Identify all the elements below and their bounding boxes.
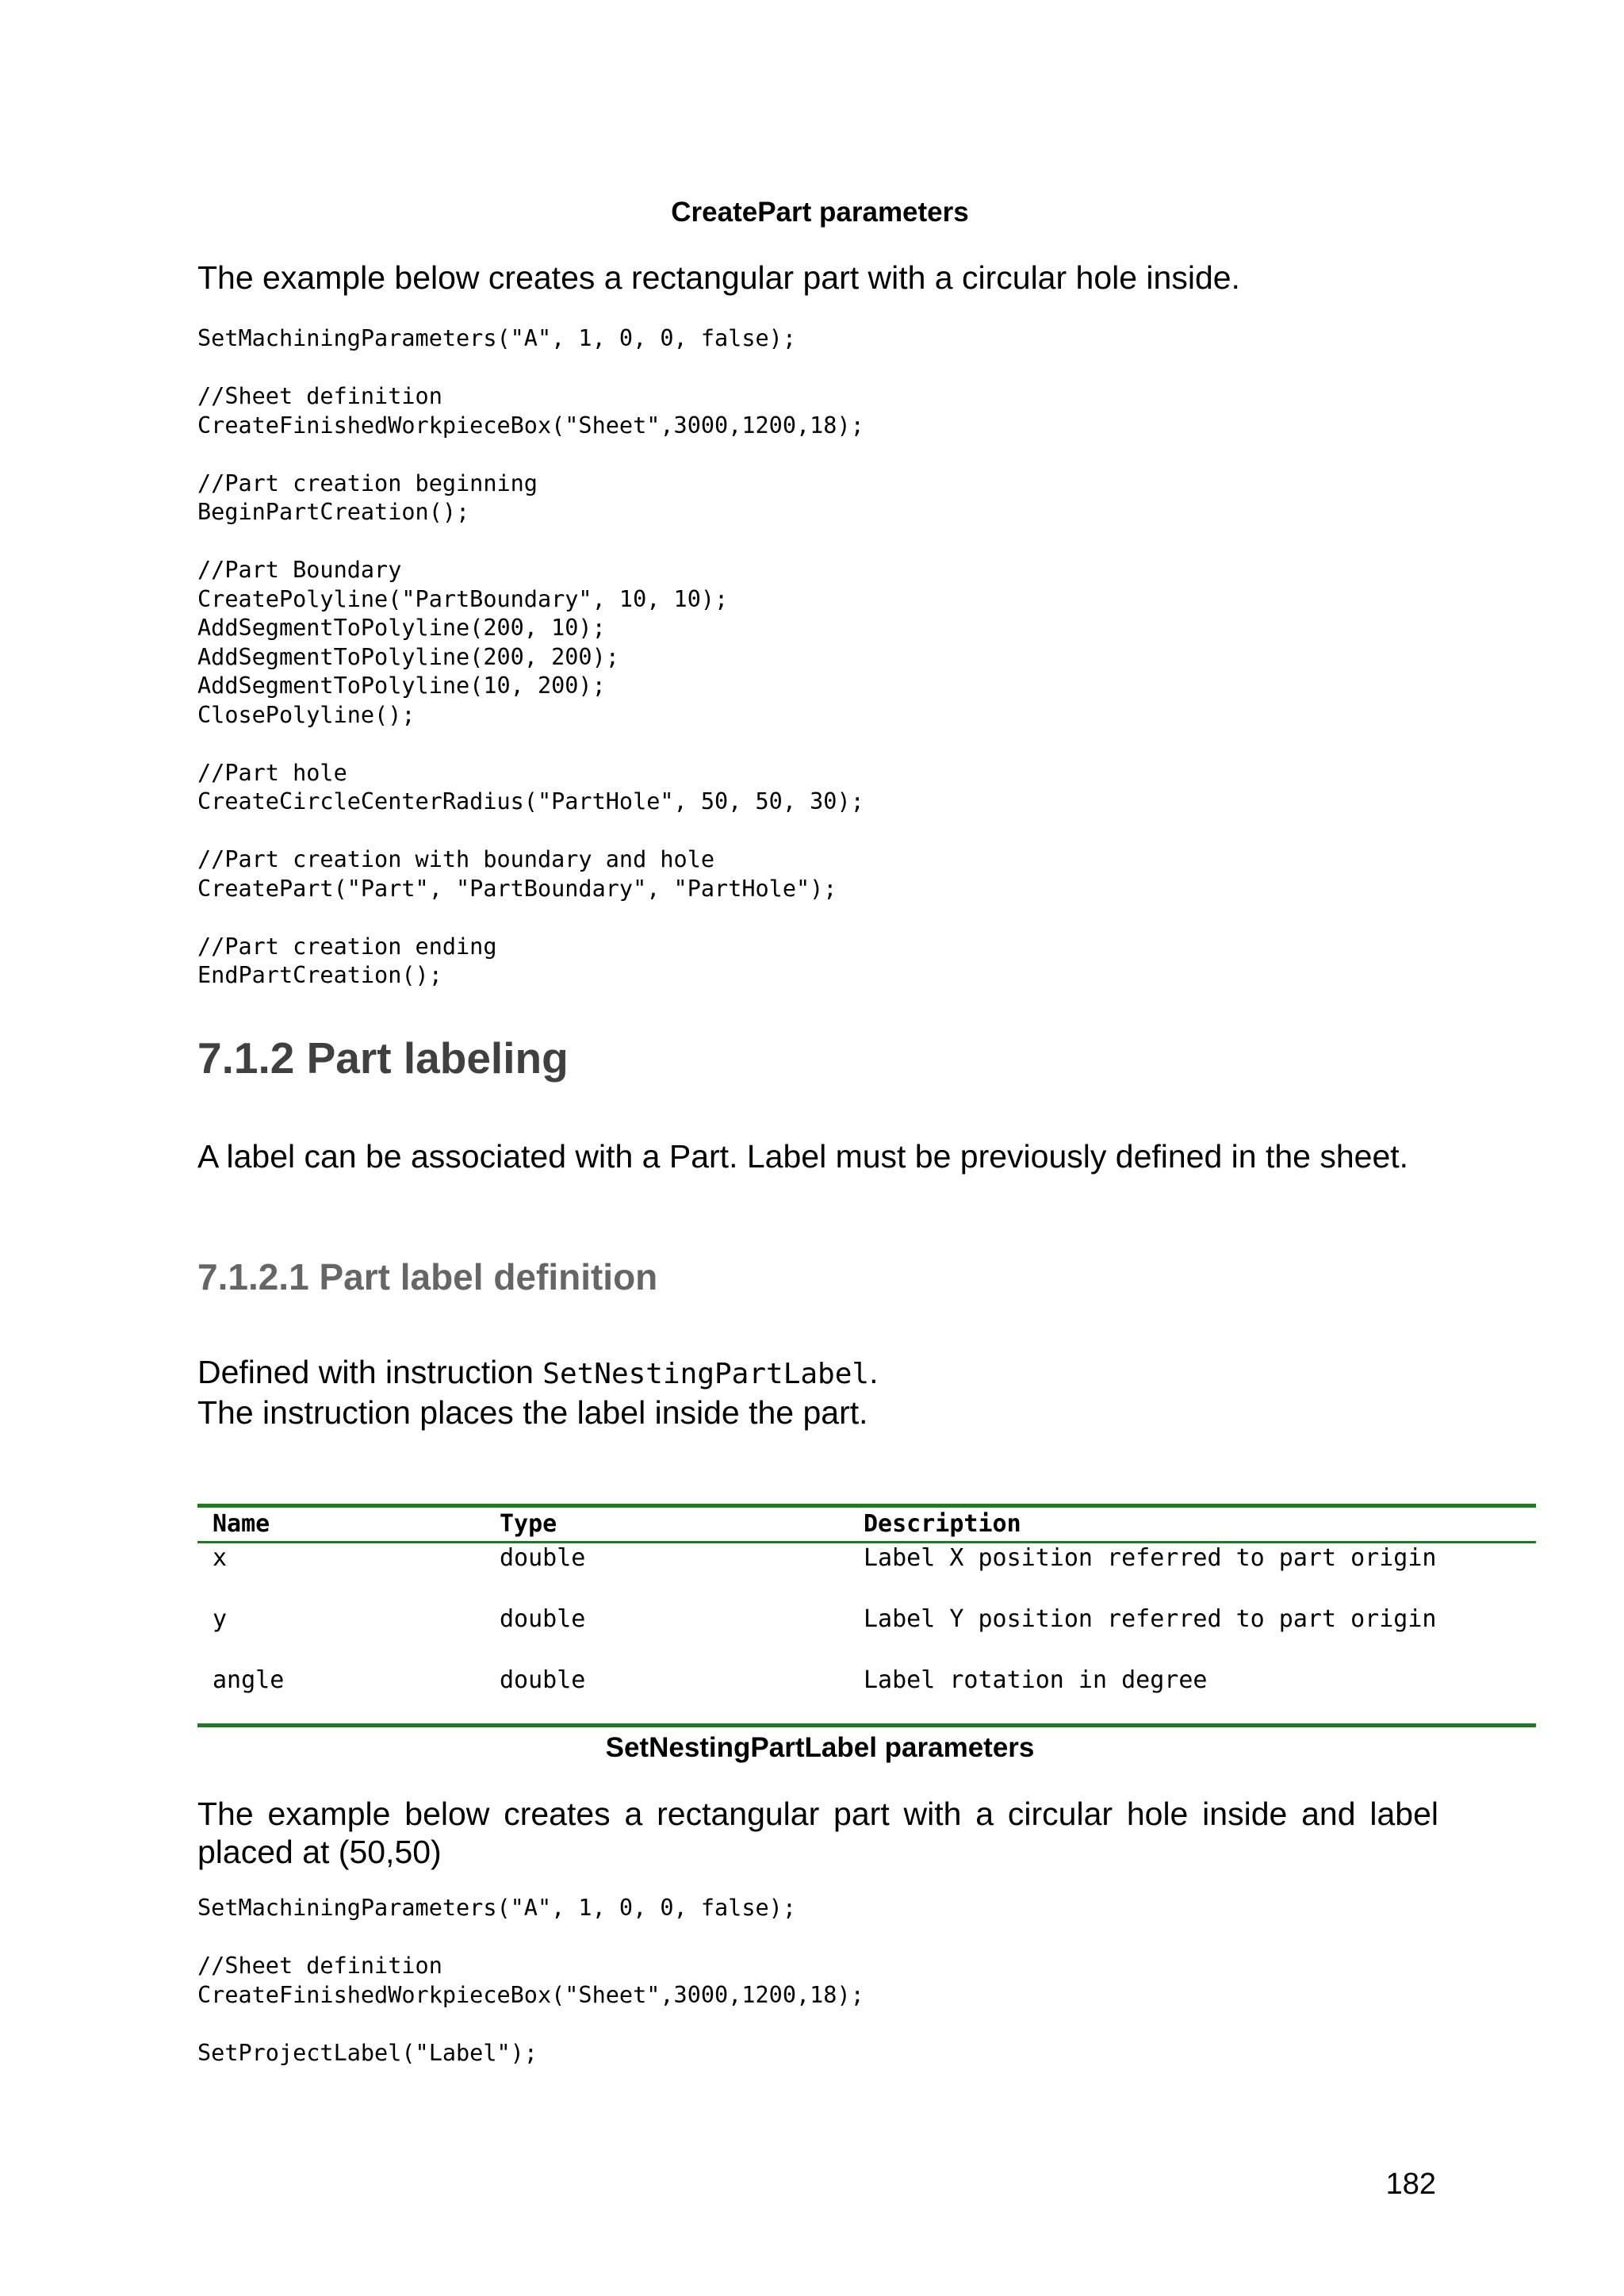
definition-prefix: Defined with instruction xyxy=(197,1354,543,1390)
table-cell-description: Label rotation in degree xyxy=(864,1666,1208,1694)
table-header-name: Name xyxy=(213,1510,270,1538)
instruction-name: SetNestingPartLabel xyxy=(542,1358,870,1390)
table-header-rule xyxy=(197,1541,1536,1543)
definition-line-2: The instruction places the label inside the part. xyxy=(197,1394,868,1431)
top-caption: CreatePart parameters xyxy=(671,197,969,228)
table-cell-type: double xyxy=(500,1605,586,1633)
example-paragraph: The example below creates a rectangular part with a circular hole inside and label placed at (50,50) xyxy=(197,1796,1438,1870)
table-caption: SetNestingPartLabel parameters xyxy=(605,1732,1035,1763)
code-block-label-example: SetMachiningParameters("A", 1, 0, 0, false); //Sheet definition CreateFinishedWorkpieceBox("Sheet",3000,1200,18); SetProjectLabel("Label"); xyxy=(197,1895,864,2066)
table-header-description: Description xyxy=(864,1510,1021,1538)
section-heading: 7.1.2 Part labeling xyxy=(197,1033,569,1083)
subsection-heading: 7.1.2.1 Part label definition xyxy=(197,1256,658,1297)
section-paragraph: A label can be associated with a Part. Label must be previously defined in the sheet. xyxy=(197,1138,1409,1175)
code-block-create-part: SetMachiningParameters("A", 1, 0, 0, false); //Sheet definition CreateFinishedWorkpieceBox("Sheet",3000,1200,18); //Part creation beginning BeginPartCreation(); //Part Boundary CreatePolyline("PartBoundary", 10, 10); AddSegmentToPolyline(200, 10); AddSegmentToPolyline(200, 200); AddSegmentToPolyline(10, 200); ClosePolyline(); //Part hole CreateCircleCenterRadius("PartHole", 50, 50, 30); //Part creation with boundary and hole CreatePart("Part", "PartBoundary", "PartHole"); //Part creation ending EndPartCreation(); xyxy=(197,325,864,988)
definition-paragraph xyxy=(197,1353,1442,1432)
table-header-type: Type xyxy=(500,1510,557,1538)
table-bottom-rule xyxy=(197,1723,1536,1727)
table-cell-name: angle xyxy=(213,1666,285,1694)
table-cell-type: double xyxy=(500,1666,586,1694)
table-cell-name: x xyxy=(213,1544,228,1572)
table-cell-description: Label Y position referred to part origin xyxy=(864,1605,1437,1633)
table-cell-type: double xyxy=(500,1544,586,1572)
table-cell-description: Label X position referred to part origin xyxy=(864,1544,1437,1572)
intro-paragraph: The example below creates a rectangular part with a circular hole inside. xyxy=(197,259,1240,296)
page-number: 182 xyxy=(1385,2168,1436,2201)
table-cell-name: y xyxy=(213,1605,228,1633)
definition-suffix: . xyxy=(869,1354,879,1390)
table-top-rule xyxy=(197,1504,1536,1508)
